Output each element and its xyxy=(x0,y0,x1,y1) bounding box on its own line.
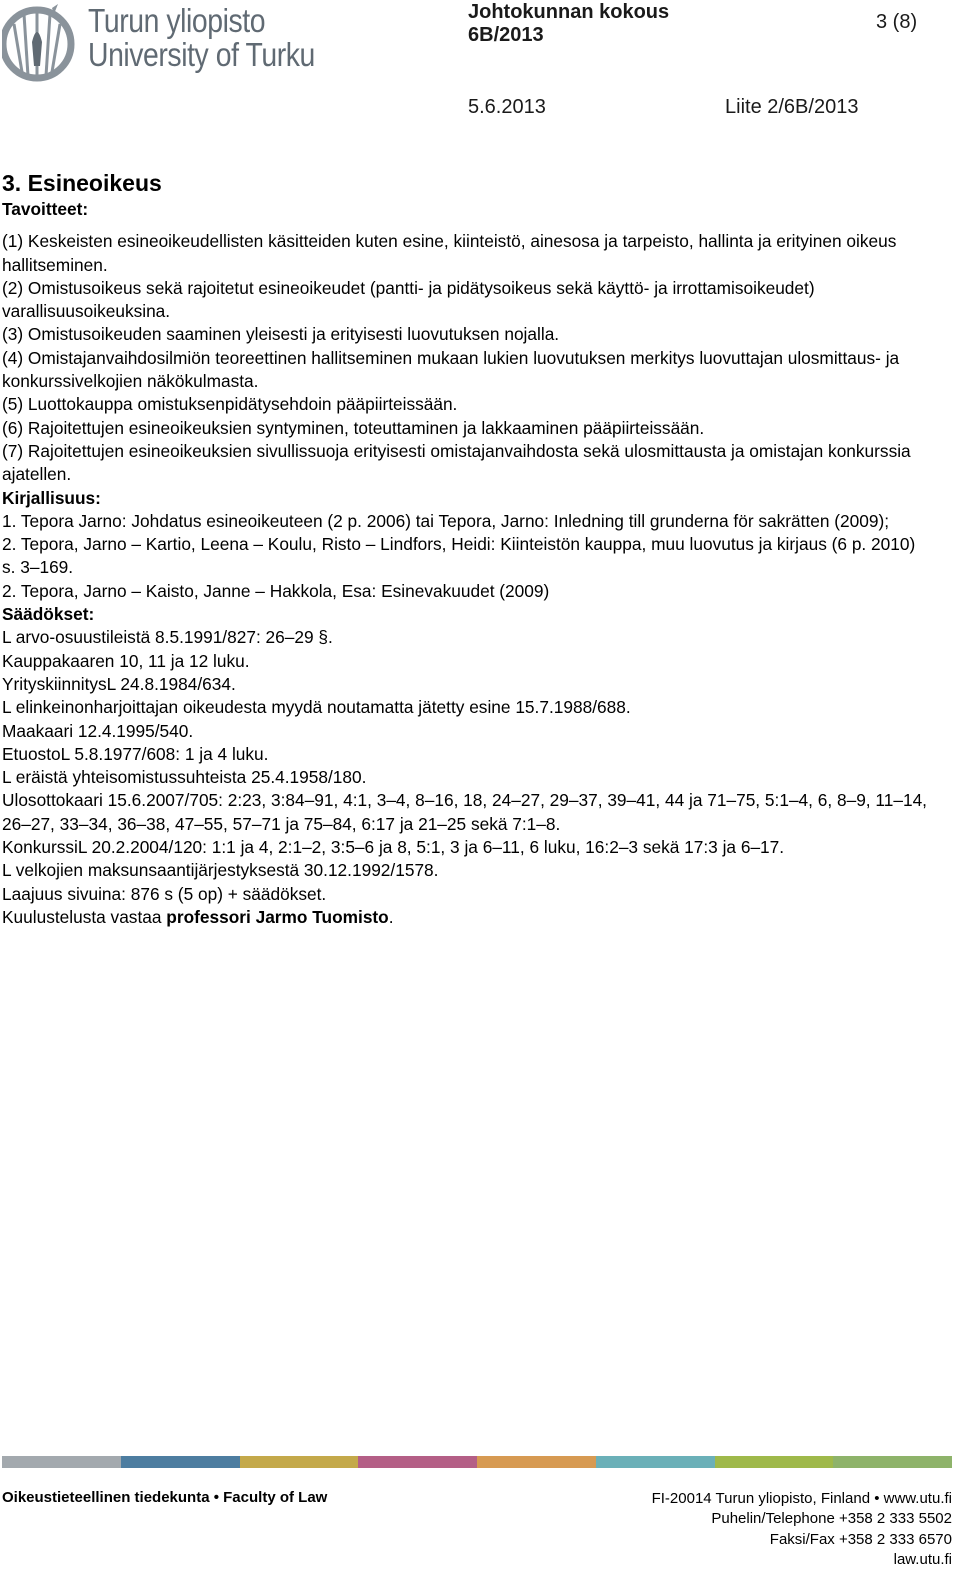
footer-color-bar xyxy=(2,1456,952,1468)
footer-bar-segment xyxy=(477,1456,596,1468)
meeting-date: 5.6.2013 xyxy=(468,96,546,118)
literature-item: 1. Tepora Jarno: Johdatus esineoikeuteen (2 p. 2006) tai Tepora, Jarno: Inledning till grunderna för sakrätten (2009); xyxy=(2,510,890,531)
fax: Faksi/Fax +358 2 333 6570 xyxy=(769,1530,952,1548)
goal-item: (1) Keskeisten esineoikeudellisten käsitteiden kuten esine, kiinteistö, ainesosa ja tarpeisto, hallinta ja erityinen oikeus hallitseminen. xyxy=(2,231,897,275)
university-name-english: University of Turku xyxy=(88,36,315,73)
footer-bar-segment xyxy=(833,1456,952,1468)
examiner-prefix: Kuulustelusta vastaa xyxy=(2,906,167,927)
goal-item: (5) Luottokauppa omistuksenpidätysehdoin pääpiirteissään. xyxy=(2,394,458,415)
goal-item: (4) Omistajanvaihdosilmiön teoreettinen hallitseminen mukaan lukien luovutuksen merkitys luovuttajan ulosmittaus- ja konkurssivelkojien näkökulmasta. xyxy=(2,347,900,392)
laws-heading: Säädökset: xyxy=(2,604,95,625)
goal-item: (7) Rajoitettujen esineoikeuksien sivullissuoja erityisesti omistajanvaihdosta sekä ulosmittausta ja omistajan konkurssia ajatellen. xyxy=(2,440,911,485)
goal-item: (2) Omistusoikeus sekä rajoitetut esineoikeudet (pantti- ja pidätysoikeus sekä käyttö- ja irrottamisoikeudet) varallisuusoikeuksina. xyxy=(2,277,815,322)
footer-bar-segment xyxy=(358,1456,477,1468)
law-item: Kauppakaaren 10, 11 ja 12 luku. xyxy=(2,650,250,671)
law-item: Maakaari 12.4.1995/540. xyxy=(2,720,194,741)
laws-list xyxy=(2,626,932,882)
faculty-name: Oikeustieteellinen tiedekunta • Faculty of Law xyxy=(2,1489,328,1506)
meeting-number: 6B/2013 xyxy=(468,24,544,46)
telephone: Puhelin/Telephone +358 2 333 5502 xyxy=(711,1510,952,1528)
goal-item: (3) Omistusoikeuden saaminen yleisesti ja erityisesti luovutuksen nojalla. xyxy=(2,324,560,345)
footer-bar-segment xyxy=(596,1456,715,1468)
goal-item: (6) Rajoitettujen esineoikeuksien syntyminen, toteuttaminen ja lakkaaminen pääpiirteissään. xyxy=(2,417,705,438)
university-logo xyxy=(2,2,315,86)
section-title: 3. Esineoikeus xyxy=(2,170,162,196)
university-emblem-icon xyxy=(2,2,82,86)
meeting-title: Johtokunnan kokous xyxy=(468,1,670,23)
scope-text: Laajuus sivuina: 876 s (5 op) + säädökset. xyxy=(2,883,327,904)
law-item: EtuostoL 5.8.1977/608: 1 ja 4 luku. xyxy=(2,743,269,764)
university-name-finnish: Turun yliopisto xyxy=(88,2,266,39)
university-name xyxy=(88,4,352,72)
law-item: Ulosottokaari 15.6.2007/705: 2:23, 3:84–91, 4:1, 3–4, 8–16, 18, 24–27, 29–37, 39–41, 44 ja 71–75, 5:1–4, 6, 8–9, 11–14, 26–27, 33–34, 36–38, 47–55, 57–71 ja 75–84, 6:17 ja 21–25 sekä 7:1–8. xyxy=(2,790,927,834)
examiner-text xyxy=(2,906,932,929)
literature-item: 2. Tepora, Jarno – Kaisto, Janne – Hakkola, Esa: Esinevakuudet (2009) xyxy=(2,580,550,601)
law-item: YrityskiinnitysL 24.8.1984/634. xyxy=(2,673,236,694)
literature-list xyxy=(2,510,932,603)
literature-heading: Kirjallisuus: xyxy=(2,487,101,508)
footer-bar-segment xyxy=(715,1456,834,1468)
faculty-website[interactable]: law.utu.fi xyxy=(893,1551,952,1569)
law-item: KonkurssiL 20.2.2004/120: 1:1 ja 4, 2:1–2, 3:5–6 ja 8, 5:1, 3 ja 6–11, 6 luku, 16:2–3 sekä 17:3 ja 6–17. xyxy=(2,837,785,858)
law-item: L eräistä yhteisomistussuhteista 25.4.1958/180. xyxy=(2,767,367,788)
attachment-label: Liite 2/6B/2013 xyxy=(725,96,859,118)
law-item: L elinkeinonharjoittajan oikeudesta myydä noutamatta jätetty esine 15.7.1988/688. xyxy=(2,697,631,718)
footer-bar-segment xyxy=(2,1456,121,1468)
footer-bar-segment xyxy=(240,1456,359,1468)
examiner-suffix: . xyxy=(388,906,394,927)
law-item: L arvo-osuustileistä 8.5.1991/827: 26–29 §. xyxy=(2,627,333,648)
postal-address: FI-20014 Turun yliopisto, Finland • www.utu.fi xyxy=(651,1490,952,1507)
contact-info xyxy=(652,1489,952,1571)
page-number: 3 (8) xyxy=(876,11,918,33)
document-body xyxy=(2,168,932,929)
examiner-name: professori Jarmo Tuomisto xyxy=(166,906,389,927)
goals-list xyxy=(2,230,932,486)
footer-bar-segment xyxy=(121,1456,240,1468)
goals-heading: Tavoitteet: xyxy=(2,199,89,219)
literature-item: 2. Tepora, Jarno – Kartio, Leena – Koulu, Risto – Lindfors, Heidi: Kiinteistön kauppa, muu luovutus ja kirjaus (6 p. 2010) s. 3–169. xyxy=(2,534,916,578)
law-item: L velkojien maksunsaantijärjestyksestä 30.12.1992/1578. xyxy=(2,860,439,881)
